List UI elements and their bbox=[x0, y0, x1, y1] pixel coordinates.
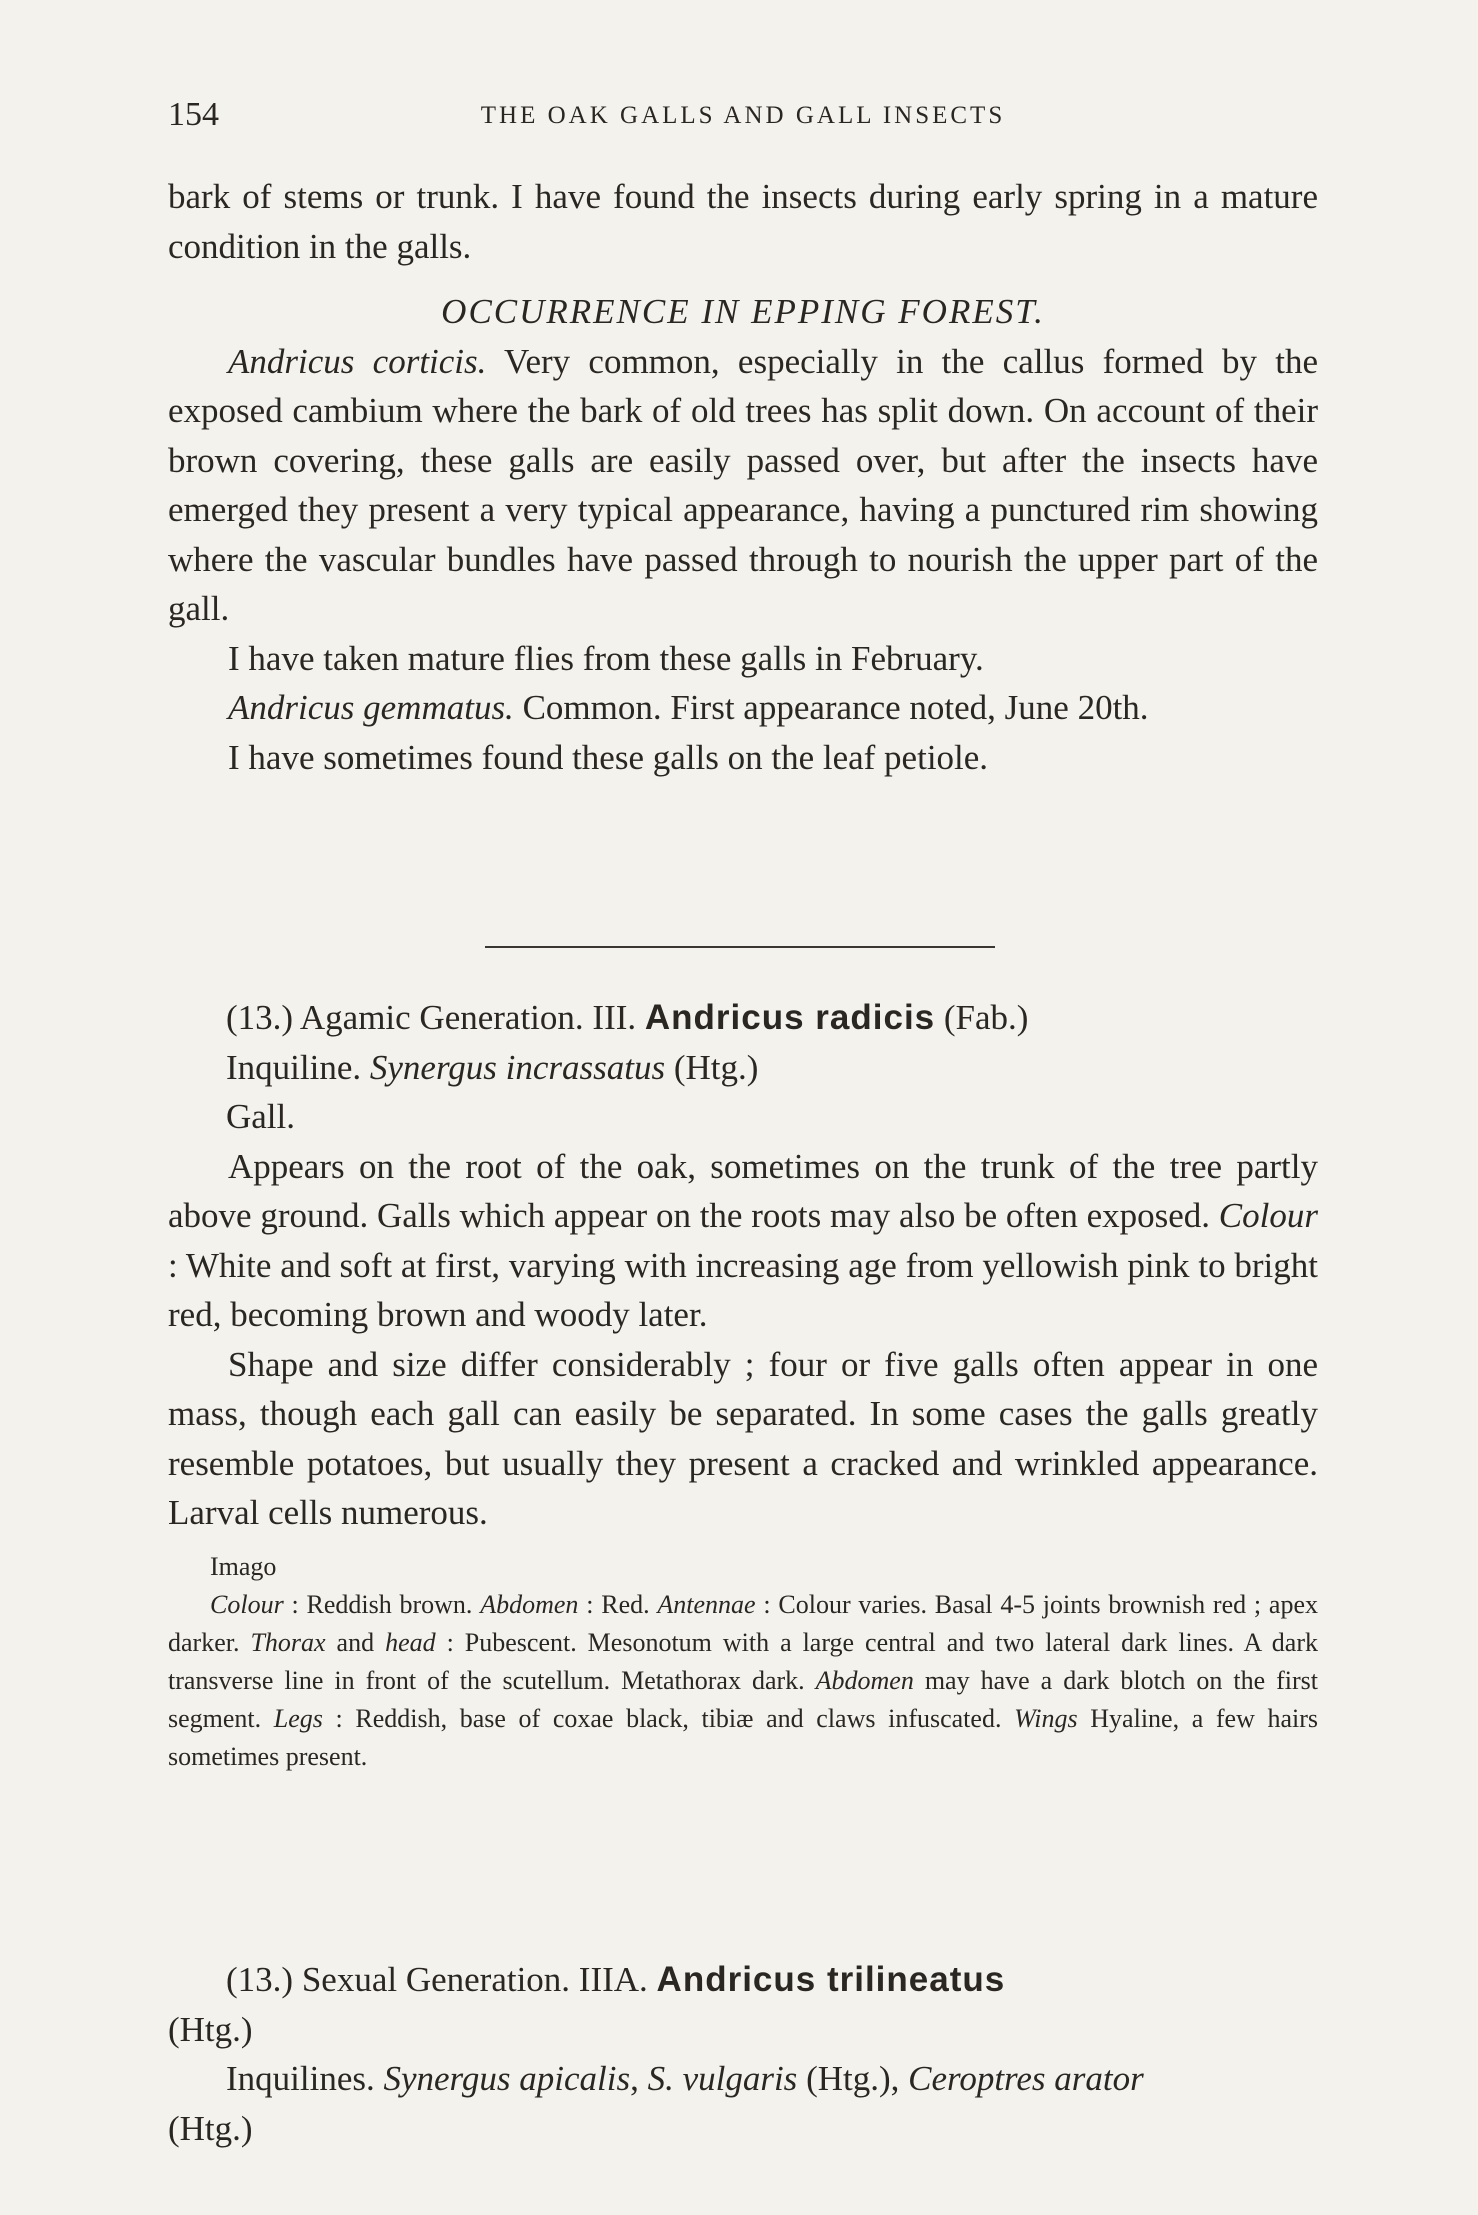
description-text: : Reddish brown. bbox=[283, 1589, 481, 1619]
species-author: (Htg.) bbox=[665, 1047, 759, 1087]
species-name: S. vulgaris bbox=[647, 2059, 798, 2098]
inquilines-label: Inquilines. bbox=[226, 2059, 384, 2098]
species-author: (Fab.) bbox=[935, 998, 1029, 1037]
paragraph-petiole: I have sometimes found these galls on the leaf petiole. bbox=[228, 737, 989, 777]
description-text: may have a dark blotch on the first segment. bbox=[168, 1665, 1318, 1733]
description-text: : Reddish, base of coxae black, tibiæ and claws infuscated. bbox=[322, 1703, 1015, 1733]
section-divider bbox=[485, 946, 995, 948]
species-name: Andricus corticis. bbox=[228, 341, 487, 381]
term-label: Legs bbox=[273, 1703, 323, 1733]
paragraph-gemmatus bbox=[168, 683, 1318, 733]
species-name: Andricus gemmatus. bbox=[228, 688, 514, 727]
species-name: Andricus radicis bbox=[644, 998, 936, 1037]
term-label: Antennae bbox=[657, 1589, 756, 1619]
description-text: and bbox=[325, 1627, 386, 1657]
generation-label: Agamic Generation. III. bbox=[293, 998, 645, 1037]
gall-paragraph-1 bbox=[168, 1142, 1318, 1340]
paragraph-corticis bbox=[168, 337, 1318, 634]
imago-description bbox=[168, 1586, 1318, 1776]
inquiline-label: Inquiline. bbox=[226, 1047, 370, 1087]
gall-paragraph-2: Shape and size differ considerably ; four or five galls often appear in one mass, though each gall can easily be separated. In some cases the galls greatly resemble potatoes, but usually they present a cracked and wrinkled appearance. Larval cells numerous. bbox=[168, 1344, 1318, 1532]
species-name: Synergus incrassatus bbox=[369, 1047, 666, 1087]
paragraph-text: : White and soft at first, varying with increasing age from yellowish pink to bright red, becoming brown and woody later. bbox=[168, 1245, 1318, 1334]
entry-number: (13.) bbox=[226, 1960, 294, 1999]
term-label: Wings bbox=[1014, 1703, 1078, 1733]
generation-label: Sexual Generation. IIIA. bbox=[293, 1960, 657, 1999]
paragraph-text: Very common, especially in the callus formed by the exposed cambium where the bark of old trees has split down. On account of their brown covering, these galls are easily passed over, but after the insects have emerged they present a very typical appearance, having a punctured rim showing where the vascular bundles have passed through to nourish the upper part of the gall. bbox=[168, 341, 1318, 628]
entry-heading bbox=[168, 1955, 1318, 2005]
term-label: Abdomen bbox=[815, 1665, 914, 1695]
paragraph-february: I have taken mature flies from these galls in February. bbox=[228, 638, 984, 678]
page-number: 154 bbox=[168, 96, 219, 133]
species-name: Synergus apicalis bbox=[383, 2059, 631, 2098]
description-text: Hyaline, a few hairs sometimes present. bbox=[168, 1703, 1319, 1771]
entry-heading bbox=[168, 993, 1318, 1043]
gall-label: Gall. bbox=[226, 1097, 296, 1136]
continued-text-block bbox=[168, 172, 1318, 782]
inquiline-line bbox=[168, 1043, 1318, 1093]
description-text: : Pubescent. Mesonotum with a large central and two lateral dark lines. A dark transverse line in front of the scutellum. Metathorax dark. bbox=[168, 1627, 1318, 1695]
term-label: Thorax bbox=[250, 1627, 326, 1657]
paragraph-text: Common. First appearance noted, June 20th. bbox=[513, 688, 1149, 727]
paragraph-bark: bark of stems or trunk. I have found the insects during early spring in a mature condition in the galls. bbox=[168, 177, 1318, 266]
entry-13-sexual bbox=[168, 1955, 1318, 2153]
term-label: Colour bbox=[210, 1589, 284, 1619]
term-label: Colour bbox=[1218, 1196, 1318, 1235]
running-title: THE OAK GALLS AND GALL INSECTS bbox=[480, 102, 1006, 129]
term-label: head bbox=[385, 1627, 436, 1657]
species-name: Ceroptres arator bbox=[908, 2059, 1144, 2098]
species-name: Andricus trilineatus bbox=[656, 1960, 1006, 1999]
entry-13-agamic bbox=[168, 993, 1318, 1776]
entry-number: (13.) bbox=[226, 998, 294, 1037]
imago-label: Imago bbox=[210, 1551, 277, 1581]
description-text: : Colour varies. Basal 4-5 joints brownish red ; apex darker. bbox=[168, 1589, 1318, 1657]
separator: , bbox=[630, 2059, 648, 2098]
description-text: : Red. bbox=[578, 1589, 658, 1619]
inquilines-line bbox=[168, 2054, 1318, 2104]
species-author: (Htg.) bbox=[168, 2108, 253, 2148]
species-author: (Htg.), bbox=[797, 2059, 909, 2098]
paragraph-text: Appears on the root of the oak, sometimes on the trunk of the tree partly above ground. Galls which appear on the roots may also be often exposed. bbox=[168, 1146, 1318, 1235]
section-heading: OCCURRENCE IN EPPING FOREST. bbox=[441, 292, 1045, 331]
species-author: (Htg.) bbox=[168, 2009, 253, 2049]
page-header bbox=[168, 96, 1318, 136]
term-label: Abdomen bbox=[480, 1589, 579, 1619]
